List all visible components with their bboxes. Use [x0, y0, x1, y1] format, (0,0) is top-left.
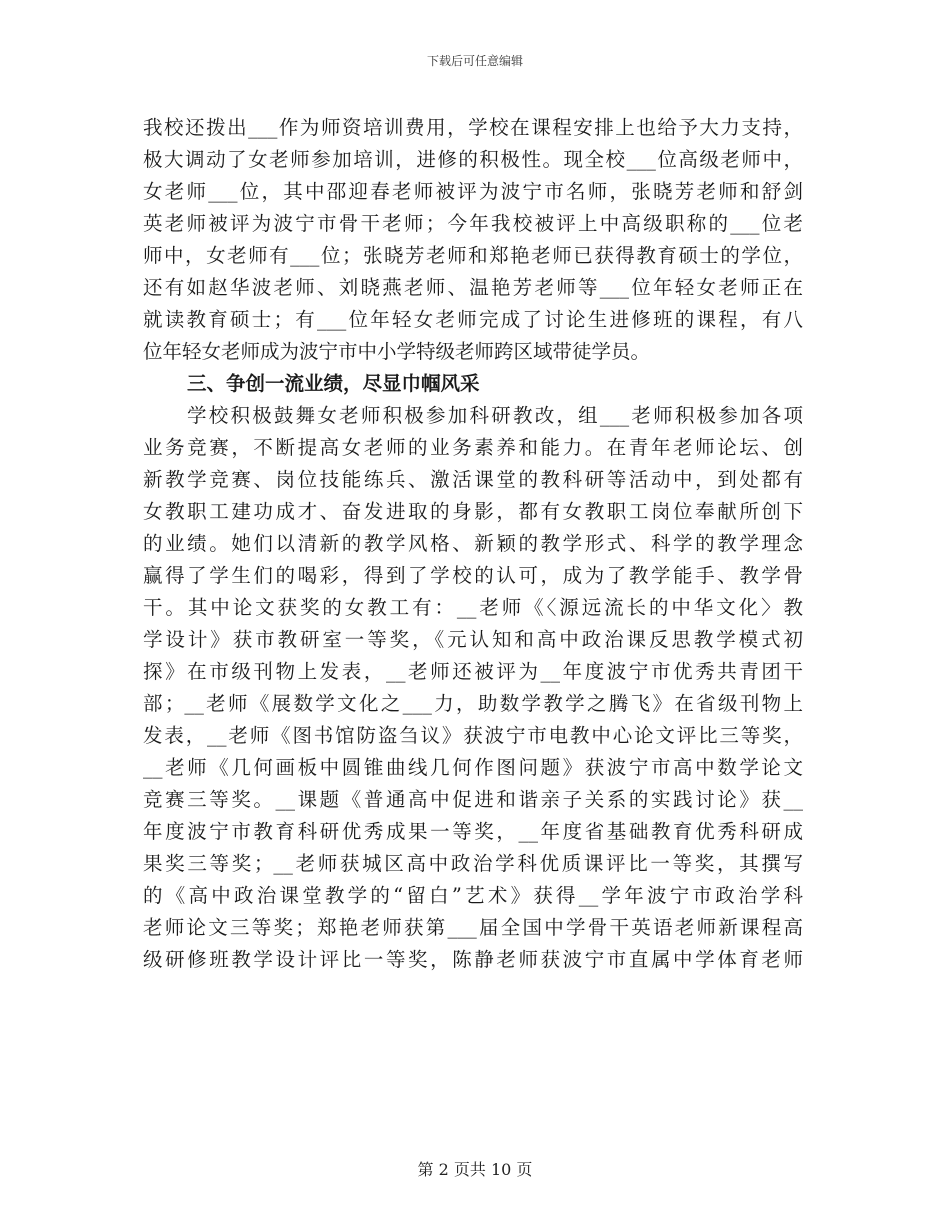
- text-line: 赢得了学生们的喝彩，得到了学校的认可，成为了教学能手、教学骨: [143, 564, 803, 587]
- text-line: 新教学竞赛、岗位技能练兵、激活课堂的教科研等活动中，到处都有: [143, 468, 803, 491]
- paragraph: [143, 112, 803, 368]
- paragraph: [143, 400, 803, 976]
- text-line: 果奖三等奖；__老师获城区高中政治学科优质课评比一等奖，其撰写: [143, 852, 803, 875]
- text-line: 学设计》获市教研室一等奖，《元认知和高中政治课反思教学模式初: [143, 628, 803, 651]
- text-line: 我校还拨出___作为师资培训费用，学校在课程安排上也给予大力支持，: [143, 116, 803, 139]
- text-line: 就读教育硕士；有___位年轻女老师完成了讨论生进修班的课程，有八: [143, 308, 803, 331]
- text-line: 英老师被评为波宁市骨干老师；今年我校被评上中高级职称的___位老: [143, 212, 803, 235]
- text-line: 女教职工建功成才、奋发进取的身影，都有女教职工岗位奉献所创下: [143, 500, 803, 523]
- text-line: 极大调动了女老师参加培训，进修的积极性。现全校___位高级老师中，: [143, 148, 803, 171]
- text-line: 的《高中政治课堂教学的“留白”艺术》获得__学年波宁市政治学科: [143, 884, 803, 907]
- text-line: 干。其中论文获奖的女教工有：__老师《〈源远流长的中华文化〉教: [143, 596, 803, 619]
- page-number: 第 2 页共 10 页: [417, 1160, 533, 1179]
- text-line: 发表，__老师《图书馆防盗刍议》获波宁市电教中心论文评比三等奖，: [143, 724, 803, 747]
- text-line: 级研修班教学设计评比一等奖，陈静老师获波宁市直属中学体育老师: [143, 948, 803, 971]
- text-line: 女老师___位，其中邵迎春老师被评为波宁市名师，张晓芳老师和舒剑: [143, 180, 803, 203]
- text-line: 竞赛三等奖。__课题《普通高中促进和谐亲子关系的实践讨论》获__: [143, 788, 803, 811]
- text-line: 年度波宁市教育科研优秀成果一等奖，__年度省基础教育优秀科研成: [143, 820, 803, 843]
- text-line: 部；__老师《展数学文化之___力，助数学教学之腾飞》在省级刊物上: [143, 692, 803, 715]
- section-heading: 三、争创一流业绩，尽显巾帼风采: [187, 372, 480, 395]
- document-body: [143, 112, 803, 976]
- text-line: 老师论文三等奖；郑艳老师获第___届全国中学骨干英语老师新课程高: [143, 916, 803, 939]
- text-line: 学校积极鼓舞女老师积极参加科研教改，组___老师积极参加各项: [187, 404, 803, 427]
- text-line: 的业绩。她们以清新的教学风格、新颖的教学形式、科学的教学理念: [143, 532, 803, 555]
- text-line: 业务竞赛，不断提高女老师的业务素养和能力。在青年老师论坛、创: [143, 436, 803, 459]
- text-line: 还有如赵华波老师、刘晓燕老师、温艳芳老师等___位年轻女老师正在: [143, 276, 803, 299]
- text-line: 位年轻女老师成为波宁市中小学特级老师跨区域带徒学员。: [143, 340, 651, 363]
- text-line: 师中，女老师有___位；张晓芳老师和郑艳老师已获得教育硕士的学位，: [143, 244, 803, 267]
- text-line: __老师《几何画板中圆锥曲线几何作图问题》获波宁市高中数学论文: [143, 756, 803, 779]
- page-header-note: 下载后可任意编辑: [426, 54, 523, 68]
- text-line: 探》在市级刊物上发表，__老师还被评为__年度波宁市优秀共青团干: [143, 660, 803, 683]
